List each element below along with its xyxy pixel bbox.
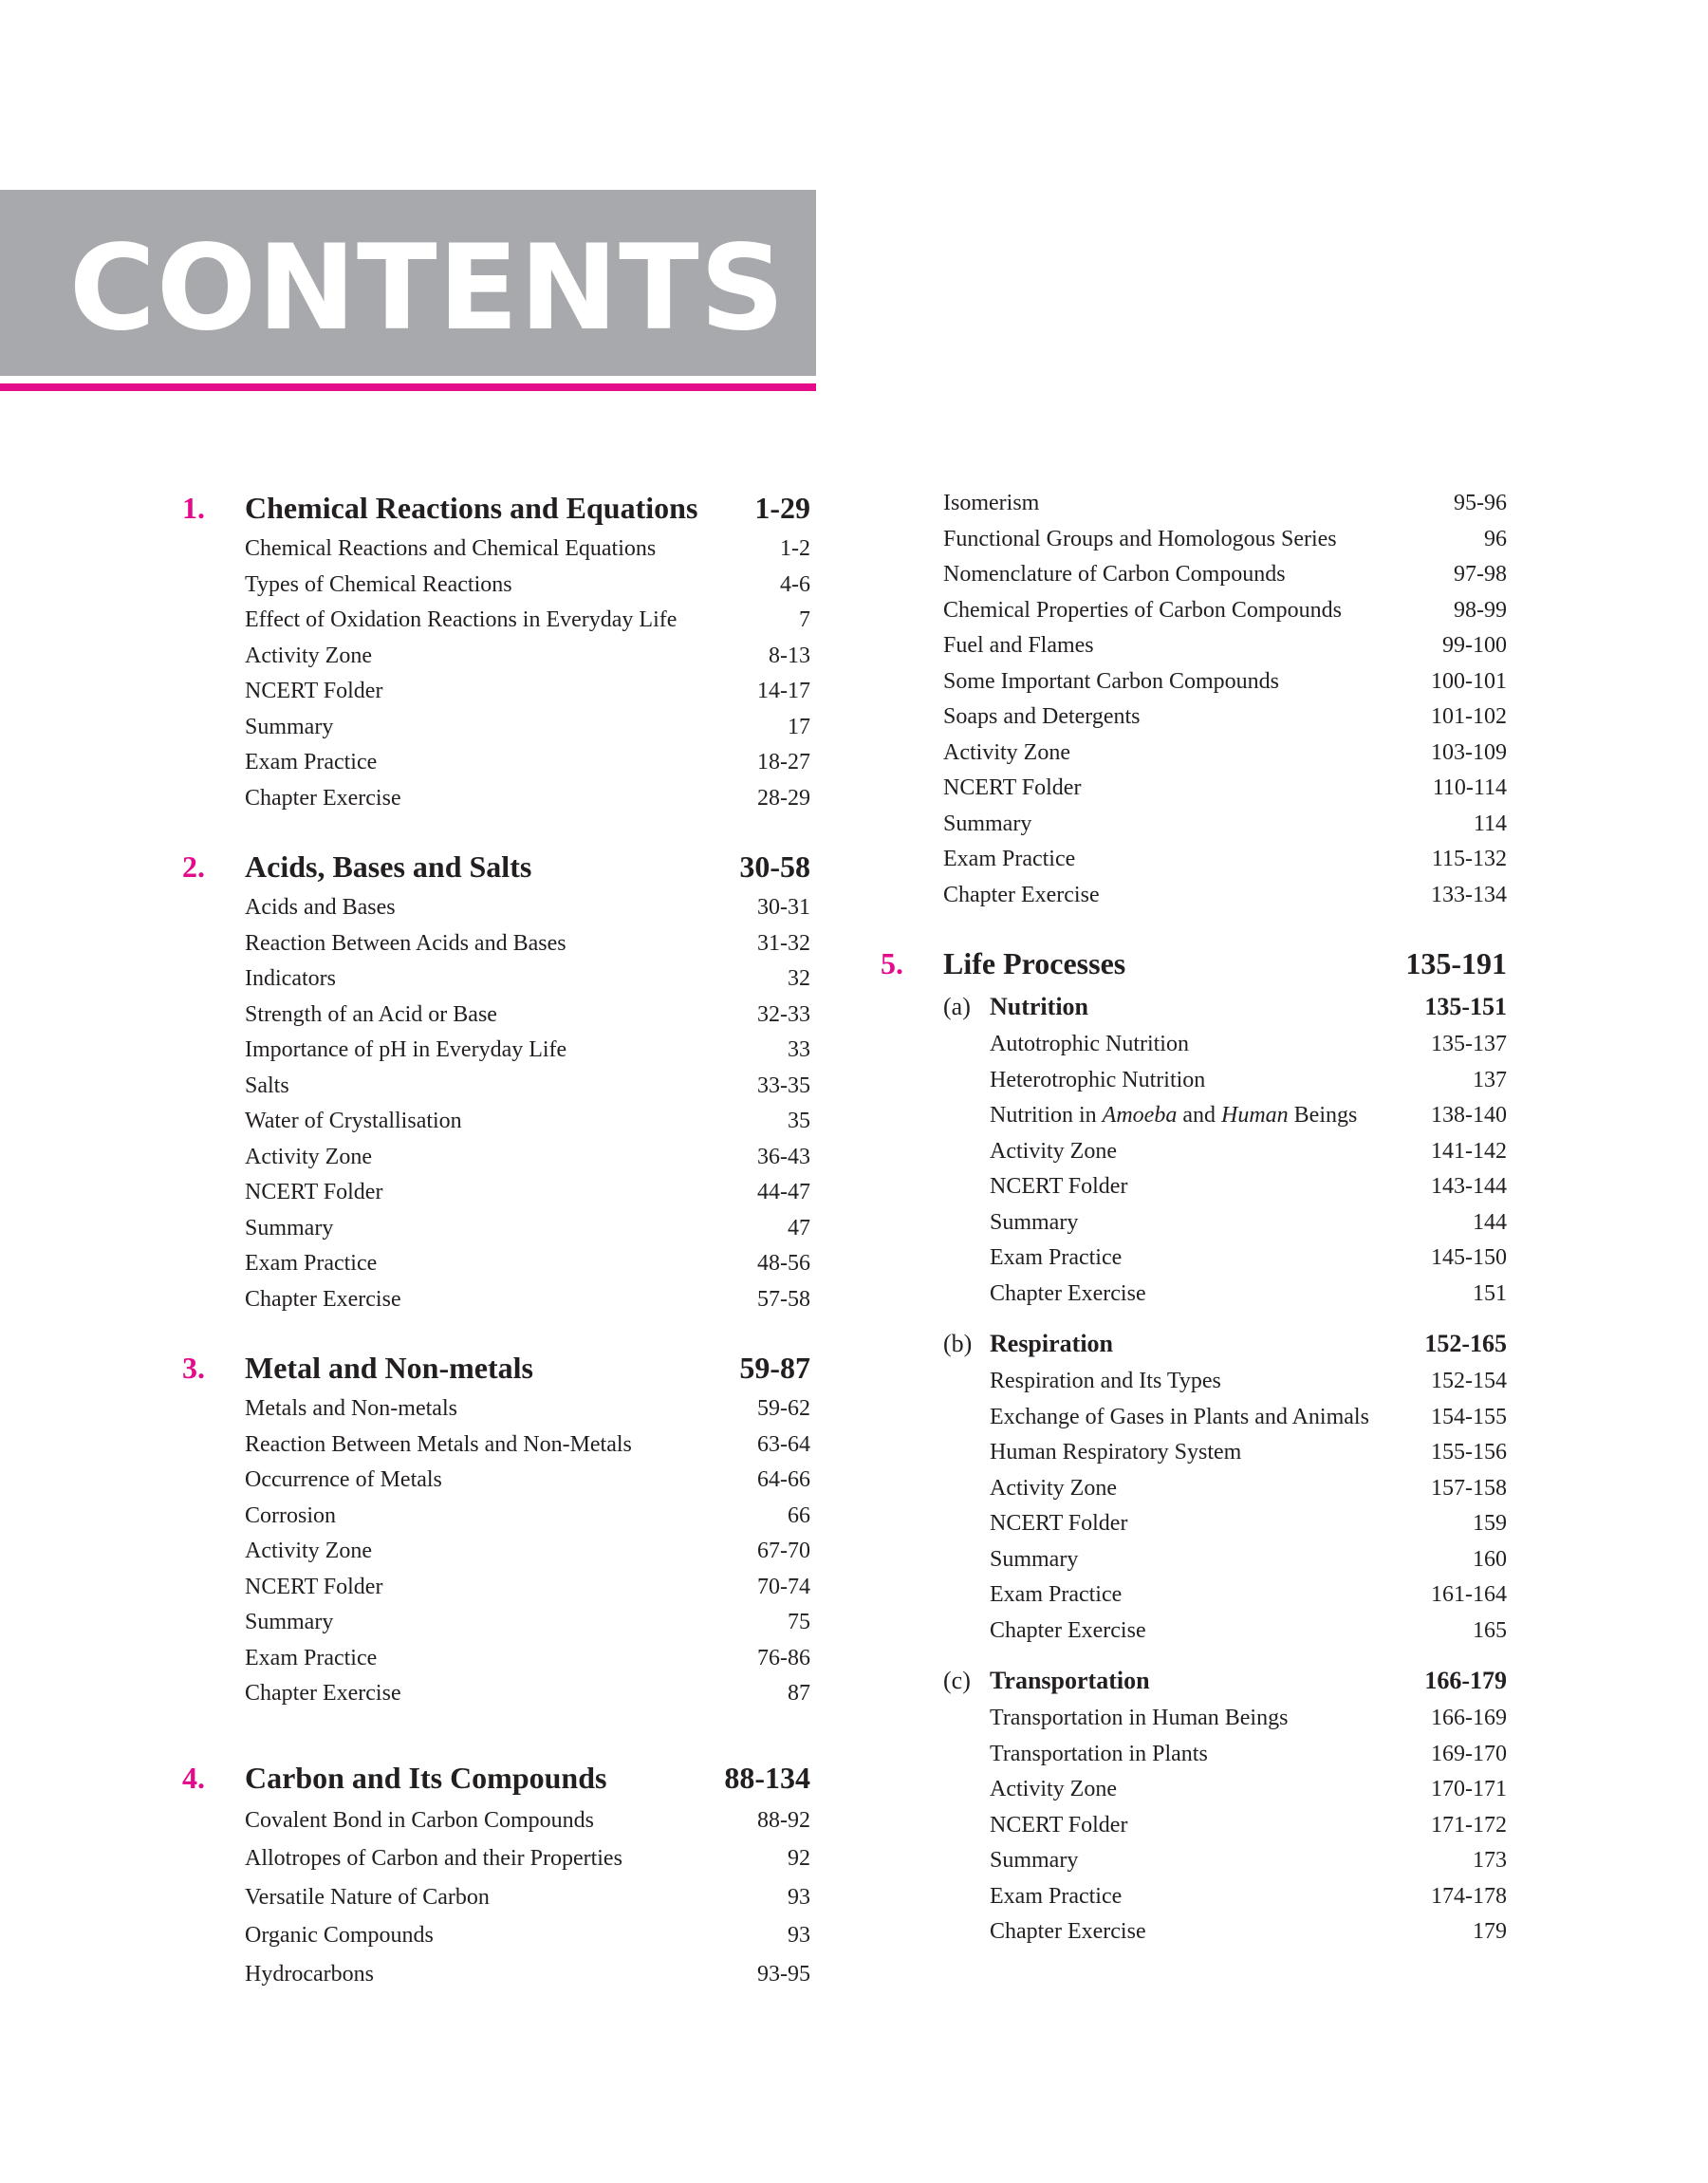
chapter-4-continued [881,486,1507,913]
toc-entry[interactable] [182,1676,810,1712]
entry-pages: 171-172 [1431,1812,1507,1838]
entry-title: Fuel and Flames [943,633,1094,658]
entry-title: Summary [990,1546,1079,1572]
toc-entry[interactable] [182,1641,810,1677]
entry-title: Chapter Exercise [990,1919,1146,1944]
entry-title: Acids and Bases [245,895,396,920]
chapter-pages: 88-134 [724,1760,810,1795]
toc-entry[interactable] [182,639,810,675]
entry-title: Allotropes of Carbon and their Properties [245,1846,622,1871]
toc-entry[interactable] [881,522,1507,558]
toc-entry[interactable] [182,1211,810,1247]
toc-entry[interactable] [182,1069,810,1105]
entry-pages: 95-96 [1454,491,1507,515]
toc-entry[interactable] [881,1772,1507,1808]
entry-title: Transportation in Plants [990,1741,1208,1766]
toc-entry[interactable] [881,1843,1507,1879]
entry-title: Activity Zone [990,1138,1117,1164]
toc-entry[interactable] [881,593,1507,629]
toc-entry[interactable] [881,1169,1507,1205]
entry-pages: 47 [788,1215,810,1241]
entry-pages: 155-156 [1431,1440,1507,1465]
toc-entry[interactable] [182,926,810,962]
entry-pages: 159 [1473,1511,1507,1536]
entry-pages: 145-150 [1431,1245,1507,1270]
entry-pages: 33 [788,1037,810,1062]
section-title: Respiration [990,1330,1113,1357]
toc-entry[interactable] [182,1916,810,1955]
chapter-pages: 59-87 [739,1351,810,1385]
entry-pages: 135-137 [1431,1032,1507,1056]
entry-title: Indicators [245,966,336,991]
chapter-4 [182,1754,810,1994]
entry-pages: 30-31 [757,895,810,920]
entry-pages: 33-35 [757,1073,810,1098]
entry-pages: 76-86 [757,1645,810,1670]
toc-entry[interactable] [881,628,1507,664]
entry-title: Respiration and Its Types [990,1369,1221,1393]
toc-entry[interactable] [881,700,1507,736]
entry-title: Soaps and Detergents [943,704,1141,729]
chapter-title: Life Processes [943,946,1126,980]
toc-entry[interactable] [881,1701,1507,1737]
chapter-heading[interactable] [182,1754,810,1801]
entry-title: Chapter Exercise [990,1617,1146,1643]
entry-title: Covalent Bond in Carbon Compounds [245,1807,594,1833]
entry-pages: 98-99 [1454,597,1507,623]
entry-title: Activity Zone [990,1475,1117,1501]
entry-pages: 28-29 [757,785,810,811]
toc-entry[interactable] [881,664,1507,700]
toc-entry[interactable] [881,1471,1507,1507]
entry-pages: 154-155 [1431,1404,1507,1429]
toc-entry[interactable] [182,781,810,817]
entry-title: Reaction Between Metals and Non-Metals [245,1431,632,1457]
toc-column-right [881,486,1507,1977]
banner-accent-rule [0,383,816,391]
entry-title: Corrosion [245,1502,336,1528]
entry-title: Exam Practice [245,1645,378,1670]
entry-pages: 115-132 [1431,847,1507,871]
entry-title: NCERT Folder [245,1180,383,1204]
chapter-number: 1. [182,491,205,525]
entry-pages: 63-64 [757,1431,810,1457]
entry-pages: 166-169 [1431,1706,1507,1730]
toc-entry[interactable] [182,890,810,926]
entry-pages: 93 [788,1884,810,1910]
chapter-1 [182,484,810,816]
toc-entry[interactable] [881,1098,1507,1134]
chapter-number: 3. [182,1351,205,1385]
toc-entry[interactable] [881,771,1507,807]
entry-pages: 169-170 [1431,1741,1507,1766]
chapter-heading[interactable] [182,1344,810,1391]
toc-entry[interactable] [881,1435,1507,1471]
toc-entry[interactable] [182,961,810,998]
toc-entry[interactable] [182,1499,810,1535]
toc-entry[interactable] [881,1808,1507,1844]
entry-title: Exam Practice [990,1582,1123,1607]
entry-pages: 59-62 [757,1396,810,1421]
chapter-title: Chemical Reactions and Equations [245,491,698,525]
toc-entry[interactable] [881,1241,1507,1277]
entry-title-part: Human [1220,1103,1289,1128]
toc-entry[interactable] [881,1205,1507,1241]
entry-title-part: Beings [1288,1103,1358,1128]
entry-title: Chemical Properties of Carbon Compounds [943,597,1342,623]
entry-title: Human Respiratory System [990,1440,1242,1465]
chapter-heading[interactable] [182,843,810,890]
toc-entry[interactable] [182,1463,810,1499]
entry-pages: 161-164 [1431,1582,1507,1607]
section-letter: (c) [943,1667,971,1694]
contents-banner [0,190,816,376]
entry-title: Summary [245,1215,334,1241]
toc-entry[interactable] [881,1364,1507,1400]
section-respiration [881,1324,1507,1649]
entry-pages: 92 [788,1846,810,1871]
entry-pages: 14-17 [757,679,810,703]
entry-title-part: and [1177,1103,1221,1128]
entry-title: Some Important Carbon Compounds [943,668,1279,694]
toc-entry[interactable] [182,1534,810,1570]
entry-pages: 70-74 [757,1574,810,1599]
entry-pages: 173 [1473,1848,1507,1873]
entry-pages: 101-102 [1431,704,1507,729]
entry-title: Chapter Exercise [943,882,1100,907]
toc-entry[interactable] [182,1955,810,1994]
entry-pages: 143-144 [1431,1174,1507,1199]
entry-title: NCERT Folder [245,1574,383,1599]
toc-entry[interactable] [881,878,1507,914]
entry-pages: 160 [1473,1546,1507,1572]
toc-entry[interactable] [182,1282,810,1318]
entry-pages: 114 [1473,811,1507,836]
section-letter: (a) [943,993,971,1020]
entry-pages: 179 [1473,1919,1507,1944]
entry-title: Exchange of Gases in Plants and Animals [990,1404,1369,1429]
section-pages: 152-165 [1424,1330,1507,1357]
entry-pages: 87 [788,1681,810,1706]
entry-title: Chapter Exercise [990,1280,1146,1306]
section-heading[interactable] [881,1324,1507,1364]
section-title: Transportation [990,1667,1150,1694]
toc-entry[interactable] [881,486,1507,522]
toc-entry[interactable] [182,1104,810,1140]
entry-title: Exam Practice [245,1251,378,1276]
entry-pages: 32 [788,966,810,991]
entry-title: Versatile Nature of Carbon [245,1884,490,1910]
entry-pages: 44-47 [757,1180,810,1204]
toc-entry[interactable] [182,532,810,568]
chapter-2 [182,843,810,1317]
entry-title: Transportation in Human Beings [990,1706,1289,1730]
toc-entry[interactable] [881,1542,1507,1578]
entry-pages: 152-154 [1431,1369,1507,1393]
chapter-number: 4. [182,1760,205,1795]
entry-title: Water of Crystallisation [245,1109,462,1133]
entry-pages: 75 [788,1610,810,1634]
entry-title: Summary [943,811,1032,836]
entry-title: Activity Zone [245,1144,372,1169]
entry-pages: 17 [788,714,810,739]
toc-entry[interactable] [182,1878,810,1917]
entry-title: NCERT Folder [245,679,383,703]
entry-pages: 1-2 [780,536,810,561]
entry-title [990,1098,1357,1134]
chapter-pages: 30-58 [739,849,810,884]
entry-pages: 88-92 [757,1807,810,1833]
entry-title: Chemical Reactions and Chemical Equations [245,536,657,561]
toc-entry[interactable] [182,1427,810,1464]
entry-title: Metals and Non-metals [245,1396,457,1421]
entry-title: Salts [245,1073,289,1098]
entry-title: Exam Practice [245,750,378,774]
toc-column-left [182,484,810,2020]
section-title: Nutrition [990,993,1088,1020]
entry-pages: 64-66 [757,1467,810,1492]
entry-pages: 96 [1484,526,1507,551]
toc-entry[interactable] [182,674,810,710]
chapter-number: 5. [881,946,903,980]
entry-pages: 133-134 [1431,882,1507,907]
toc-entry[interactable] [881,1134,1507,1170]
toc-entry[interactable] [881,807,1507,843]
entry-pages: 97-98 [1454,562,1507,587]
toc-entry[interactable] [182,1839,810,1878]
chapter-number: 2. [182,849,205,884]
entry-title-part: Amoeba [1102,1103,1178,1128]
toc-entry[interactable] [182,1033,810,1069]
entry-pages: 151 [1473,1280,1507,1306]
toc-entry[interactable] [881,1879,1507,1915]
toc-entry[interactable] [881,1063,1507,1099]
toc-entry[interactable] [182,745,810,781]
toc-entry[interactable] [182,1175,810,1211]
entry-pages: 99-100 [1442,633,1507,658]
entry-title: Summary [990,1209,1079,1235]
entry-pages: 165 [1473,1617,1507,1643]
entry-pages: 18-27 [757,750,810,774]
entry-pages: 35 [788,1109,810,1133]
toc-entry[interactable] [881,842,1507,878]
chapter-5 [881,940,1507,1950]
toc-entry[interactable] [881,736,1507,772]
toc-entry[interactable] [182,1570,810,1606]
entry-title: NCERT Folder [990,1812,1128,1838]
entry-pages: 48-56 [757,1251,810,1276]
toc-entry[interactable] [182,603,810,639]
entry-pages: 174-178 [1431,1883,1507,1909]
entry-title: NCERT Folder [943,775,1082,800]
entry-title: Organic Compounds [245,1923,434,1948]
section-nutrition [881,987,1507,1312]
toc-entry[interactable] [182,1391,810,1427]
entry-title: NCERT Folder [990,1174,1128,1199]
entry-title: Occurrence of Metals [245,1467,442,1492]
entry-pages: 31-32 [757,930,810,956]
entry-title: Exam Practice [990,1883,1123,1909]
toc-entry[interactable] [182,1140,810,1176]
toc-entry[interactable] [182,998,810,1034]
entry-title: Nomenclature of Carbon Compounds [943,562,1286,587]
entry-pages: 7 [799,607,810,632]
entry-pages: 170-171 [1431,1777,1507,1801]
entry-pages: 141-142 [1431,1138,1507,1164]
toc-entry[interactable] [182,1246,810,1282]
chapter-pages: 135-191 [1405,946,1507,980]
chapter-title: Metal and Non-metals [245,1351,533,1385]
toc-entry[interactable] [881,1614,1507,1650]
entry-title: Summary [245,1610,334,1634]
entry-title: Effect of Oxidation Reactions in Everyday Life [245,607,678,632]
toc-entry[interactable] [182,568,810,604]
toc-entry[interactable] [881,1506,1507,1542]
entry-pages: 8-13 [769,643,810,668]
section-heading[interactable] [881,1661,1507,1701]
toc-entry[interactable] [881,1914,1507,1950]
entry-title: Exam Practice [990,1245,1123,1270]
entry-pages: 4-6 [780,571,810,597]
entry-title: Summary [990,1848,1079,1873]
entry-pages: 93 [788,1923,810,1948]
toc-entry[interactable] [182,1605,810,1641]
entry-title: Exam Practice [943,847,1076,871]
page-title: CONTENTS [68,220,786,357]
section-pages: 166-179 [1424,1667,1507,1694]
entry-title: Types of Chemical Reactions [245,571,512,597]
section-pages: 135-151 [1424,993,1507,1020]
toc-entry[interactable] [182,710,810,746]
entry-title: Importance of pH in Everyday Life [245,1037,567,1062]
toc-entry[interactable] [881,1577,1507,1614]
entry-pages: 100-101 [1431,668,1507,694]
entry-pages: 138-140 [1431,1103,1507,1128]
entry-title: Activity Zone [990,1777,1117,1801]
chapter-heading[interactable] [881,940,1507,987]
entry-pages: 137 [1473,1067,1507,1092]
chapter-pages: 1-29 [754,491,810,525]
entry-pages: 32-33 [757,1001,810,1027]
section-letter: (b) [943,1330,973,1357]
entry-title: Autotrophic Nutrition [990,1032,1189,1056]
entry-title: Isomerism [943,491,1040,515]
entry-title-part: Nutrition in [990,1103,1103,1128]
entry-title: Activity Zone [245,643,372,668]
entry-pages: 144 [1473,1209,1507,1235]
entry-pages: 103-109 [1431,739,1507,765]
entry-pages: 157-158 [1431,1475,1507,1501]
entry-title: Hydrocarbons [245,1961,374,1987]
chapter-3 [182,1344,810,1712]
toc-entry[interactable] [881,1400,1507,1436]
toc-entry[interactable] [881,557,1507,593]
chapter-heading[interactable] [182,484,810,532]
entry-title: Activity Zone [245,1539,372,1563]
toc-entry[interactable] [881,1027,1507,1063]
entry-pages: 110-114 [1432,775,1507,800]
entry-title: Heterotrophic Nutrition [990,1067,1206,1092]
entry-title: Chapter Exercise [245,1286,401,1312]
toc-entry[interactable] [881,1737,1507,1773]
toc-entry[interactable] [881,1277,1507,1313]
entry-pages: 36-43 [757,1144,810,1169]
entry-title: Summary [245,714,334,739]
chapter-title: Carbon and Its Compounds [245,1760,607,1795]
entry-title: Reaction Between Acids and Bases [245,930,566,956]
entry-title: Chapter Exercise [245,1681,401,1706]
toc-entry[interactable] [182,1801,810,1840]
entry-title: Activity Zone [943,739,1070,765]
entry-pages: 93-95 [757,1961,810,1987]
entry-pages: 67-70 [757,1539,810,1563]
entry-title: NCERT Folder [990,1511,1128,1536]
section-transportation [881,1661,1507,1950]
entry-title: Functional Groups and Homologous Series [943,526,1337,551]
entry-title: Strength of an Acid or Base [245,1001,497,1027]
entry-title: Chapter Exercise [245,785,401,811]
chapter-title: Acids, Bases and Salts [245,849,532,884]
section-heading[interactable] [881,987,1507,1027]
entry-pages: 66 [788,1502,810,1528]
entry-pages: 57-58 [757,1286,810,1312]
